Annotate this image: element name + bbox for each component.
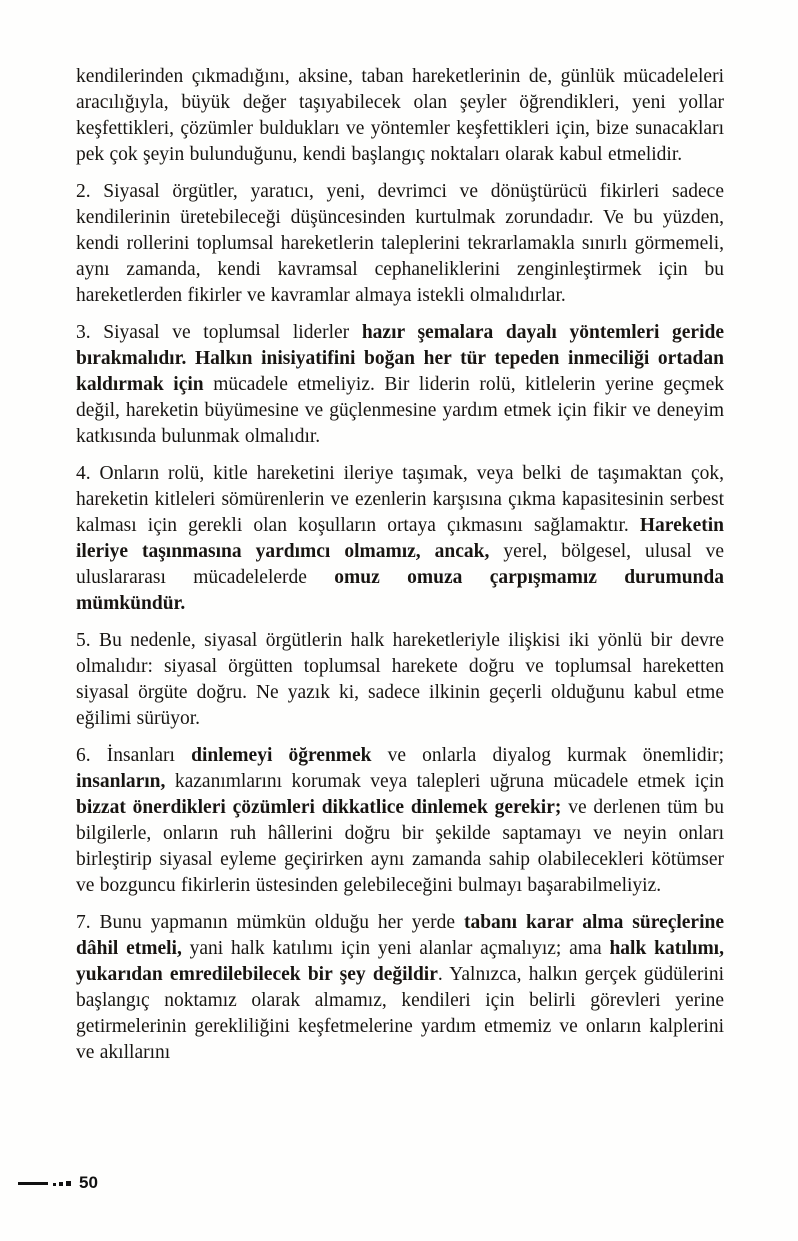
footer-dots-ornament (53, 1181, 71, 1186)
page-footer (18, 1172, 98, 1194)
bold-text-run: dinlemeyi öğrenmek (191, 745, 372, 766)
paragraph (76, 179, 724, 309)
text-run: 6. İnsanları (76, 745, 192, 766)
paragraph (76, 628, 724, 732)
page-number: 50 (79, 1173, 98, 1192)
paragraph (76, 743, 724, 899)
text-run: . Yalnızca, halkın gerçek güdülerini başlangıç noktamız olarak almamız, kendileri için belirli görevleri yerine getirmelerinin gerekliliğini keşfetmelerine yardım etmemiz ve onların kalplerini ve akıllarını (76, 964, 725, 1063)
text-run: yerel, bölgesel, ulusal ve uluslararası mücadelelerde (76, 541, 724, 588)
paragraph (76, 64, 724, 168)
text-run: ve onlarla diyalog kurmak önemlidir; (371, 745, 724, 766)
bold-text-run: tabanı karar alma süreçlerine dâhil etmeli, (76, 912, 725, 959)
text-run: 3. Siyasal ve toplumsal liderler (76, 322, 362, 343)
text-run: kazanımlarını korumak veya talepleri uğruna mücadele etmek için (165, 771, 724, 792)
text-run: 7. Bunu yapmanın mümkün olduğu her yerde (76, 912, 464, 933)
bold-text-run: bizzat önerdikleri çözümleri dikkatlice dinlemek gerekir; (76, 797, 562, 818)
bold-text-run: hazır şemalara dayalı yöntemleri geride bırakmalıdır. Halkın inisiyatifini boğan her tür tepeden inmeciliği ortadan kaldırmak için (76, 322, 724, 395)
bold-text-run: omuz omuza çarpışmamız durumunda mümkündür. (76, 567, 724, 614)
text-run: 5. Bu nedenle, siyasal örgütlerin halk hareketleriyle ilişkisi iki yönlü bir devre olmalıdır: siyasal örgütten toplumsal harekete doğru ve toplumsal hareketten siyasal örgüte doğru. Ne yazık ki, sadece ilkinin geçerli olduğunu kabul etme eğilimi sürüyor. (76, 630, 724, 729)
text-run: ve derlenen tüm bu bilgilerle, onların ruh hâllerini doğru bir şekilde saptamayı ve neyin onları birleştirip siyasal eyleme geçirirken aynı zamanda sahip olabilecekleri kötümser ve bozguncu fikirlerin üstesinden gelebileceğini bulmayı başarabilmeliyiz. (76, 797, 724, 896)
paragraph (76, 320, 724, 450)
text-run: yani halk katılımı için yeni alanlar açmalıyız; ama (181, 938, 610, 959)
text-run: kendilerinden çıkmadığını, aksine, taban hareketlerinin de, günlük mücadeleleri aracılığıyla, büyük değer taşıyabilecek olan şeyler öğrendikleri, yeni yollar keşfettikleri, çözümler buldukları ve yöntemler keşfettikleri için, bize sunacakları pek çok şeyin bulunduğunu, kendi başlangıç noktaları olarak kabul etmelidir. (76, 66, 724, 165)
text-run: mücadele etmeliyiz. Bir liderin rolü, kitlelerin yerine geçmek değil, hareketin büyümesine ve güçlenmesine yardım etmek için fikir ve deneyim katkısında bulunmak olmalıdır. (76, 374, 724, 447)
bold-text-run: halk katılımı, yukarıdan emredilebilecek bir şey değildir (76, 938, 724, 985)
paragraph (76, 910, 724, 1066)
text-run: 2. Siyasal örgütler, yaratıcı, yeni, devrimci ve dönüştürücü fikirleri sadece kendilerinin üretebileceği düşüncesinden kurtulmak zorundadır. Ve bu yüzden, kendi rollerini toplumsal hareketlerin taleplerini tekrarlamakla sınırlı görmemeli, aynı zamanda, kendi kavramsal cephaneliklerini zenginleştirmek için bu hareketlerden fikirler ve kavramlar almaya istekli olmalıdırlar. (76, 181, 724, 306)
text-run: 4. Onların rolü, kitle hareketini ileriye taşımak, veya belki de taşımaktan çok, hareketin kitleleri sömürenlerin ve ezenlerin karşısına çıkma kapasitesinin serbest kalması için gerekli olan koşulların ortaya çıkmasını sağlamaktır. (76, 463, 724, 536)
paragraph (76, 461, 724, 617)
bold-text-run: insanların, (76, 771, 166, 792)
footer-rule (18, 1182, 48, 1185)
page-text (76, 64, 724, 1066)
bold-text-run: Hareketin ileriye taşınmasına yardımcı olmamız, ancak, (76, 515, 724, 562)
